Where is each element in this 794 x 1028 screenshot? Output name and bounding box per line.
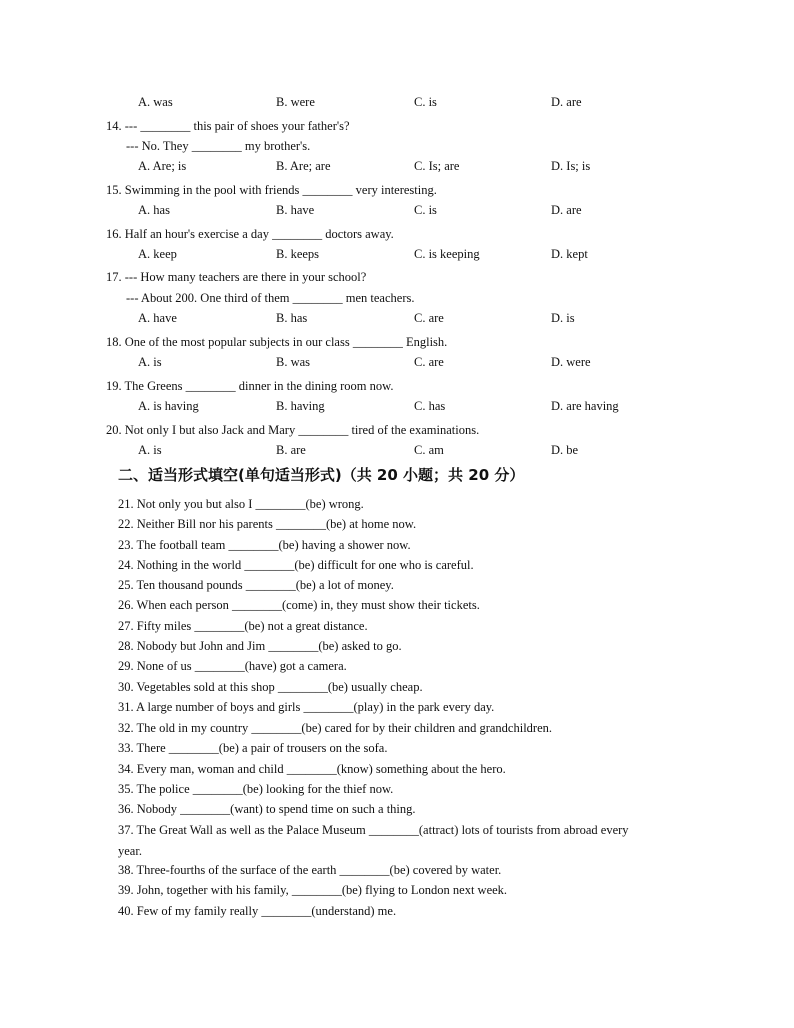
q16-stem: 16. Half an hour's exercise a day ________ doctors away.	[106, 227, 394, 241]
q20-option-b: B. are	[276, 443, 306, 457]
q15-stem: 15. Swimming in the pool with friends ________ very interesting.	[106, 183, 437, 197]
q13-option-d: D. are	[551, 95, 582, 109]
fill-item: 40. Few of my family really ________(understand) me.	[118, 904, 397, 918]
section-heading: 二、适当形式填空(单句适当形式)（共 20 小题；共 20 分）	[118, 466, 525, 484]
fill-item: 28. Nobody but John and Jim ________(be) asked to go.	[118, 639, 402, 653]
q19-option-b: B. having	[276, 399, 325, 413]
q16-option-b: B. keeps	[276, 247, 320, 261]
fill-item: 27. Fifty miles ________(be) not a great distance.	[118, 619, 368, 633]
q18-option-a: A. is	[138, 355, 162, 369]
fill-item: 38. Three-fourths of the surface of the earth ________(be) covered by water.	[118, 863, 502, 877]
q14-stem: 14. --- ________ this pair of shoes your father's?	[106, 119, 350, 133]
q17-option-d: D. is	[551, 311, 575, 325]
fill-item: 25. Ten thousand pounds ________(be) a lot of money.	[118, 578, 394, 592]
q18-option-d: D. were	[551, 355, 591, 369]
q13-option-c: C. is	[414, 95, 437, 109]
fill-item: 35. The police ________(be) looking for the thief now.	[118, 782, 394, 796]
fill-item: 39. John, together with his family, ________(be) flying to London next week.	[118, 883, 508, 897]
fill-item: 22. Neither Bill nor his parents ________(be) at home now.	[118, 517, 417, 531]
q14-option-d: D. Is; is	[551, 159, 591, 173]
q13-option-b: B. were	[276, 95, 315, 109]
q14-option-a: A. Are; is	[138, 159, 187, 173]
q19-stem: 19. The Greens ________ dinner in the dining room now.	[106, 379, 394, 393]
q13-option-a: A. was	[138, 95, 173, 109]
q14-stem-reply: --- No. They ________ my brother's.	[126, 139, 311, 153]
fill-item: 34. Every man, woman and child ________(know) something about the hero.	[118, 762, 506, 776]
fill-item: 36. Nobody ________(want) to spend time on such a thing.	[118, 802, 416, 816]
q15-option-a: A. has	[138, 203, 170, 217]
q16-option-d: D. kept	[551, 247, 588, 261]
q17-option-c: C. are	[414, 311, 444, 325]
fill-item: 33. There ________(be) a pair of trousers on the sofa.	[118, 741, 388, 755]
fill-item: 29. None of us ________(have) got a camera.	[118, 659, 347, 673]
q16-option-c: C. is keeping	[414, 247, 480, 261]
fill-item: 21. Not only you but also I ________(be) wrong.	[118, 497, 364, 511]
fill-item: 32. The old in my country ________(be) cared for by their children and grandchildren.	[118, 721, 553, 735]
fill-item: 23. The football team ________(be) having a shower now.	[118, 538, 411, 552]
q15-option-b: B. have	[276, 203, 315, 217]
q19-option-c: C. has	[414, 399, 446, 413]
q17-stem: 17. --- How many teachers are there in your school?	[106, 270, 367, 284]
q17-option-b: B. has	[276, 311, 308, 325]
q14-option-c: C. Is; are	[414, 159, 460, 173]
q16-option-a: A. keep	[138, 247, 177, 261]
fill-item: 24. Nothing in the world ________(be) difficult for one who is careful.	[118, 558, 474, 572]
q20-option-a: A. is	[138, 443, 162, 457]
fill-item: 26. When each person ________(come) in, they must show their tickets.	[118, 598, 480, 612]
q17-stem-reply: --- About 200. One third of them ________ men teachers.	[126, 291, 415, 305]
q20-stem: 20. Not only I but also Jack and Mary ________ tired of the examinations.	[106, 423, 480, 437]
q18-stem: 18. One of the most popular subjects in our class ________ English.	[106, 335, 448, 349]
q18-option-b: B. was	[276, 355, 311, 369]
fill-item: 37. The Great Wall as well as the Palace Museum ________(attract) lots of tourists from abroad every	[118, 823, 629, 837]
q19-option-d: D. are having	[551, 399, 619, 413]
q15-option-c: C. is	[414, 203, 437, 217]
q19-option-a: A. is having	[138, 399, 199, 413]
fill-item: 30. Vegetables sold at this shop ________(be) usually cheap.	[118, 680, 423, 694]
q20-option-d: D. be	[551, 443, 579, 457]
fill-item: 31. A large number of boys and girls ________(play) in the park every day.	[118, 700, 495, 714]
q17-option-a: A. have	[138, 311, 177, 325]
fill-item-continuation: year.	[118, 844, 142, 858]
q20-option-c: C. am	[414, 443, 444, 457]
q14-option-b: B. Are; are	[276, 159, 331, 173]
q15-option-d: D. are	[551, 203, 582, 217]
q18-option-c: C. are	[414, 355, 444, 369]
